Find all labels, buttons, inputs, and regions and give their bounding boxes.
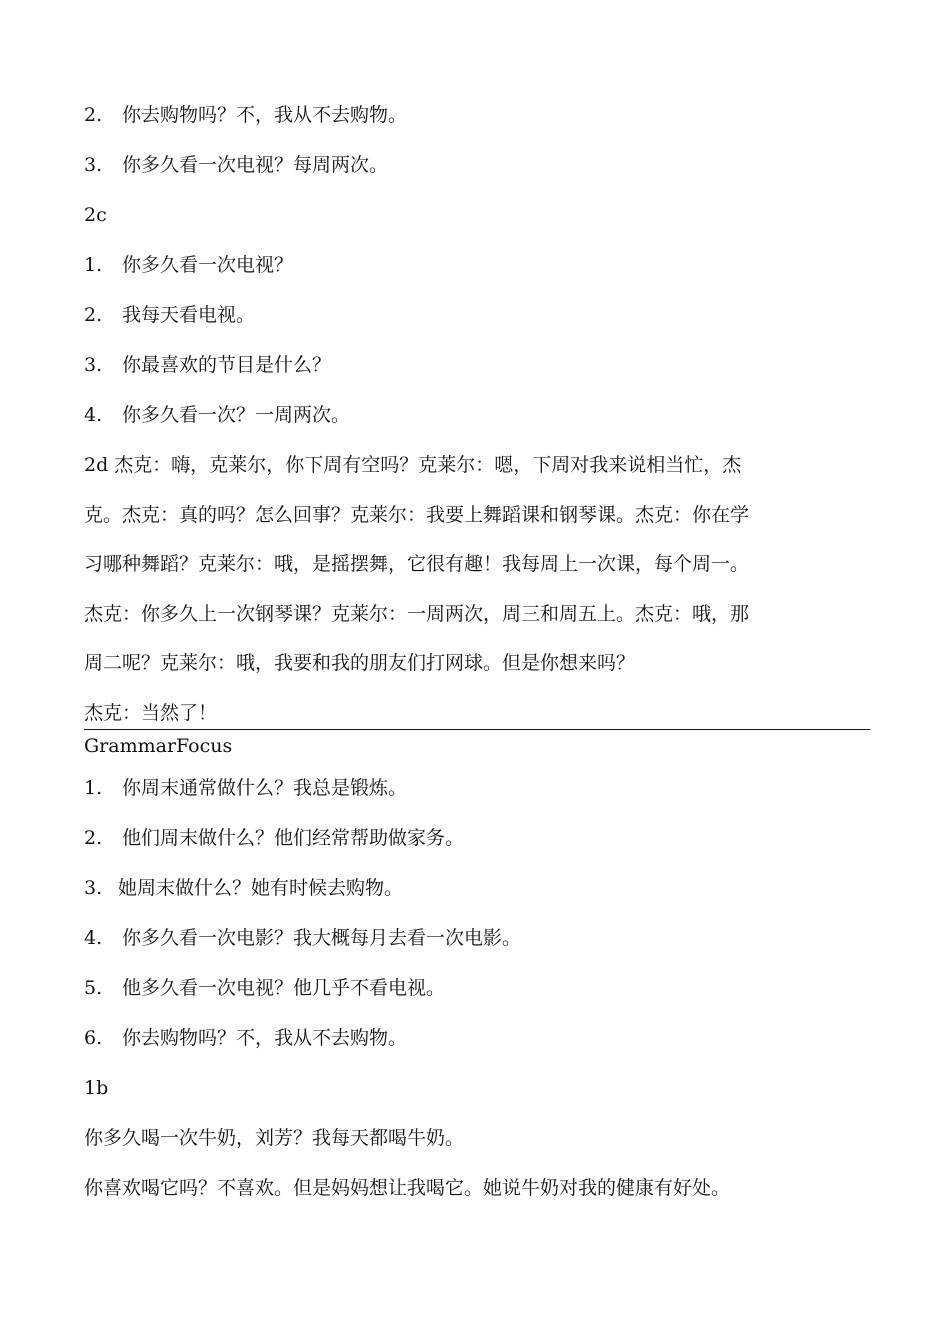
dialogue-line: 杰克：你多久上一次钢琴课？克莱尔：一周两次，周三和周五上。杰克：哦，那	[84, 603, 750, 625]
paragraph-line: 你多久喝一次牛奶，刘芳？我每天都喝牛奶。	[84, 1127, 465, 1149]
list-item	[84, 303, 255, 327]
list-item	[84, 153, 388, 177]
item-text: 你多久看一次电影？我大概每月去看一次电影。	[122, 927, 522, 949]
dialogue-line: 克。杰克：真的吗？怎么回事？克莱尔：我要上舞蹈课和钢琴课。杰克：你在学	[84, 504, 750, 526]
list-item	[84, 353, 331, 377]
paragraph-line: 你喜欢喝它吗？不喜欢。但是妈妈想让我喝它。她说牛奶对我的健康有好处。	[84, 1177, 731, 1199]
list-item	[84, 976, 445, 1000]
item-number: 6.	[84, 1027, 103, 1049]
list-item	[84, 826, 464, 850]
item-text: 你去购物吗？不，我从不去购物。	[122, 104, 408, 126]
item-number: 4.	[84, 927, 103, 949]
list-item	[84, 253, 293, 277]
item-number: 2.	[84, 104, 103, 126]
item-number: 5.	[84, 977, 103, 999]
list-item	[84, 403, 350, 427]
item-text: 他多久看一次电视？他几乎不看电视。	[122, 977, 446, 999]
item-number: 2.	[84, 827, 103, 849]
item-number: 3.	[84, 877, 103, 899]
item-text: 她周末做什么？她有时候去购物。	[118, 877, 404, 899]
item-text: 你多久看一次电视？每周两次。	[122, 154, 389, 176]
dialogue-line: 周二呢？克莱尔：哦，我要和我的朋友们打网球。但是你想来吗？	[84, 652, 636, 674]
section-heading-grammar-focus: GrammarFocus	[84, 735, 233, 757]
horizontal-divider	[84, 729, 870, 730]
item-number: 1.	[84, 777, 103, 799]
item-number: 1.	[84, 254, 103, 276]
dialogue-line: 习哪种舞蹈？克莱尔：哦，是摇摆舞，它很有趣！我每周上一次课，每个周一。	[84, 553, 750, 575]
item-text: 我每天看电视。	[122, 304, 256, 326]
section-heading-1b: 1b	[84, 1077, 109, 1099]
item-number: 3.	[84, 154, 103, 176]
item-text: 你去购物吗？不，我从不去购物。	[122, 1027, 408, 1049]
item-text: 他们周末做什么？他们经常帮助做家务。	[122, 827, 465, 849]
dialogue-line: 2d 杰克：嗨，克莱尔，你下周有空吗？克莱尔：嗯，下周对我来说相当忙，杰	[84, 454, 742, 476]
item-text: 你最喜欢的节目是什么？	[122, 354, 332, 376]
list-item	[84, 1026, 407, 1050]
list-item	[84, 103, 407, 127]
item-number: 3.	[84, 354, 103, 376]
list-item	[84, 926, 521, 950]
list-item	[84, 776, 407, 800]
list-item	[84, 876, 403, 900]
item-number: 4.	[84, 404, 103, 426]
dialogue-line: 杰克：当然了！	[84, 702, 218, 724]
item-text: 你多久看一次电视？	[122, 254, 294, 276]
item-text: 你多久看一次？一周两次。	[122, 404, 351, 426]
section-heading-2c: 2c	[84, 204, 107, 226]
item-text: 你周末通常做什么？我总是锻炼。	[122, 777, 408, 799]
item-number: 2.	[84, 304, 103, 326]
